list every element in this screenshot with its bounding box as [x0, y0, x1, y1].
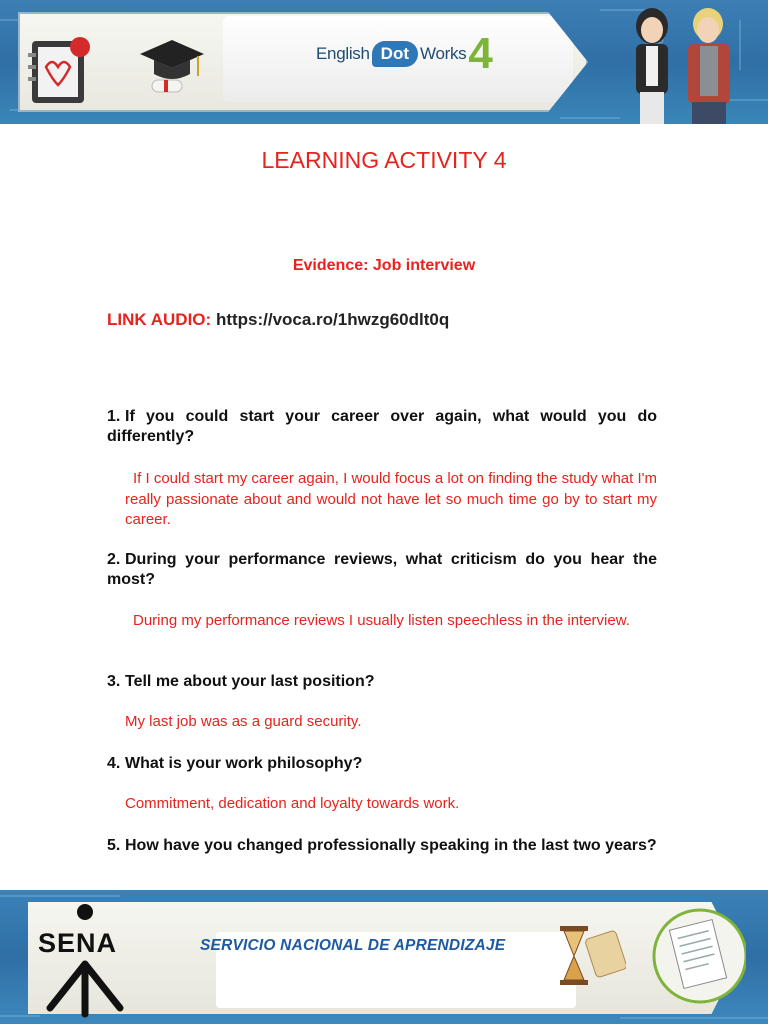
answer-1: If I could start my career again, I would focus a lot on finding the study what I'm really passionate about and would not have let so much time go by to start my career. — [125, 470, 657, 528]
graduation-cap-icon — [138, 36, 206, 100]
footer-banner — [0, 890, 768, 1024]
question-2 — [107, 550, 657, 590]
question-3 — [107, 672, 657, 692]
brand-english: English — [316, 44, 370, 63]
evidence-subtitle: Evidence: Job interview — [292, 257, 476, 274]
question-text: If you could start your career over again, what would you do differently? — [107, 408, 657, 445]
question-text: Tell me about your last position? — [125, 673, 375, 690]
brand-dot: Dot — [372, 41, 418, 67]
document-icon — [650, 904, 746, 1008]
service-name: SERVICIO NACIONAL DE APRENDIZAJE — [200, 937, 506, 954]
answer-2: During my performance reviews I usually listen speechless in the interview. — [133, 612, 630, 629]
notebook-heart-icon — [28, 33, 94, 107]
question-number: 5. — [107, 837, 121, 854]
page-title: LEARNING ACTIVITY 4 — [261, 147, 507, 173]
header-ribbon — [18, 12, 588, 112]
sena-logo-text: SENA — [38, 928, 118, 958]
students-illustration — [610, 0, 760, 124]
answer-4: Commitment, dedication and loyalty towards work. — [125, 795, 460, 812]
link-audio-label: LINK AUDIO: — [107, 310, 212, 329]
header-banner — [0, 0, 768, 124]
brand-number: 4 — [468, 29, 493, 78]
question-number: 1. — [107, 408, 121, 425]
answer-3: My last job was as a guard security. — [125, 713, 362, 730]
question-number: 2. — [107, 551, 121, 568]
question-4 — [107, 754, 657, 774]
question-number: 4. — [107, 755, 121, 772]
english-dot-works-logo — [316, 29, 493, 78]
question-number: 3. — [107, 673, 121, 690]
question-1 — [107, 407, 657, 447]
question-text: During your performance reviews, what criticism do you hear the most? — [107, 551, 657, 588]
question-5 — [107, 836, 657, 856]
brand-works: Works — [420, 44, 467, 63]
question-text: How have you changed professionally speaking in the last two years? — [125, 837, 657, 854]
audio-link-line — [107, 310, 449, 330]
question-text: What is your work philosophy? — [125, 755, 363, 772]
audio-link-url[interactable]: https://voca.ro/1hwzg60dlt0q — [215, 310, 450, 329]
hourglass-scroll-icon — [556, 920, 626, 990]
